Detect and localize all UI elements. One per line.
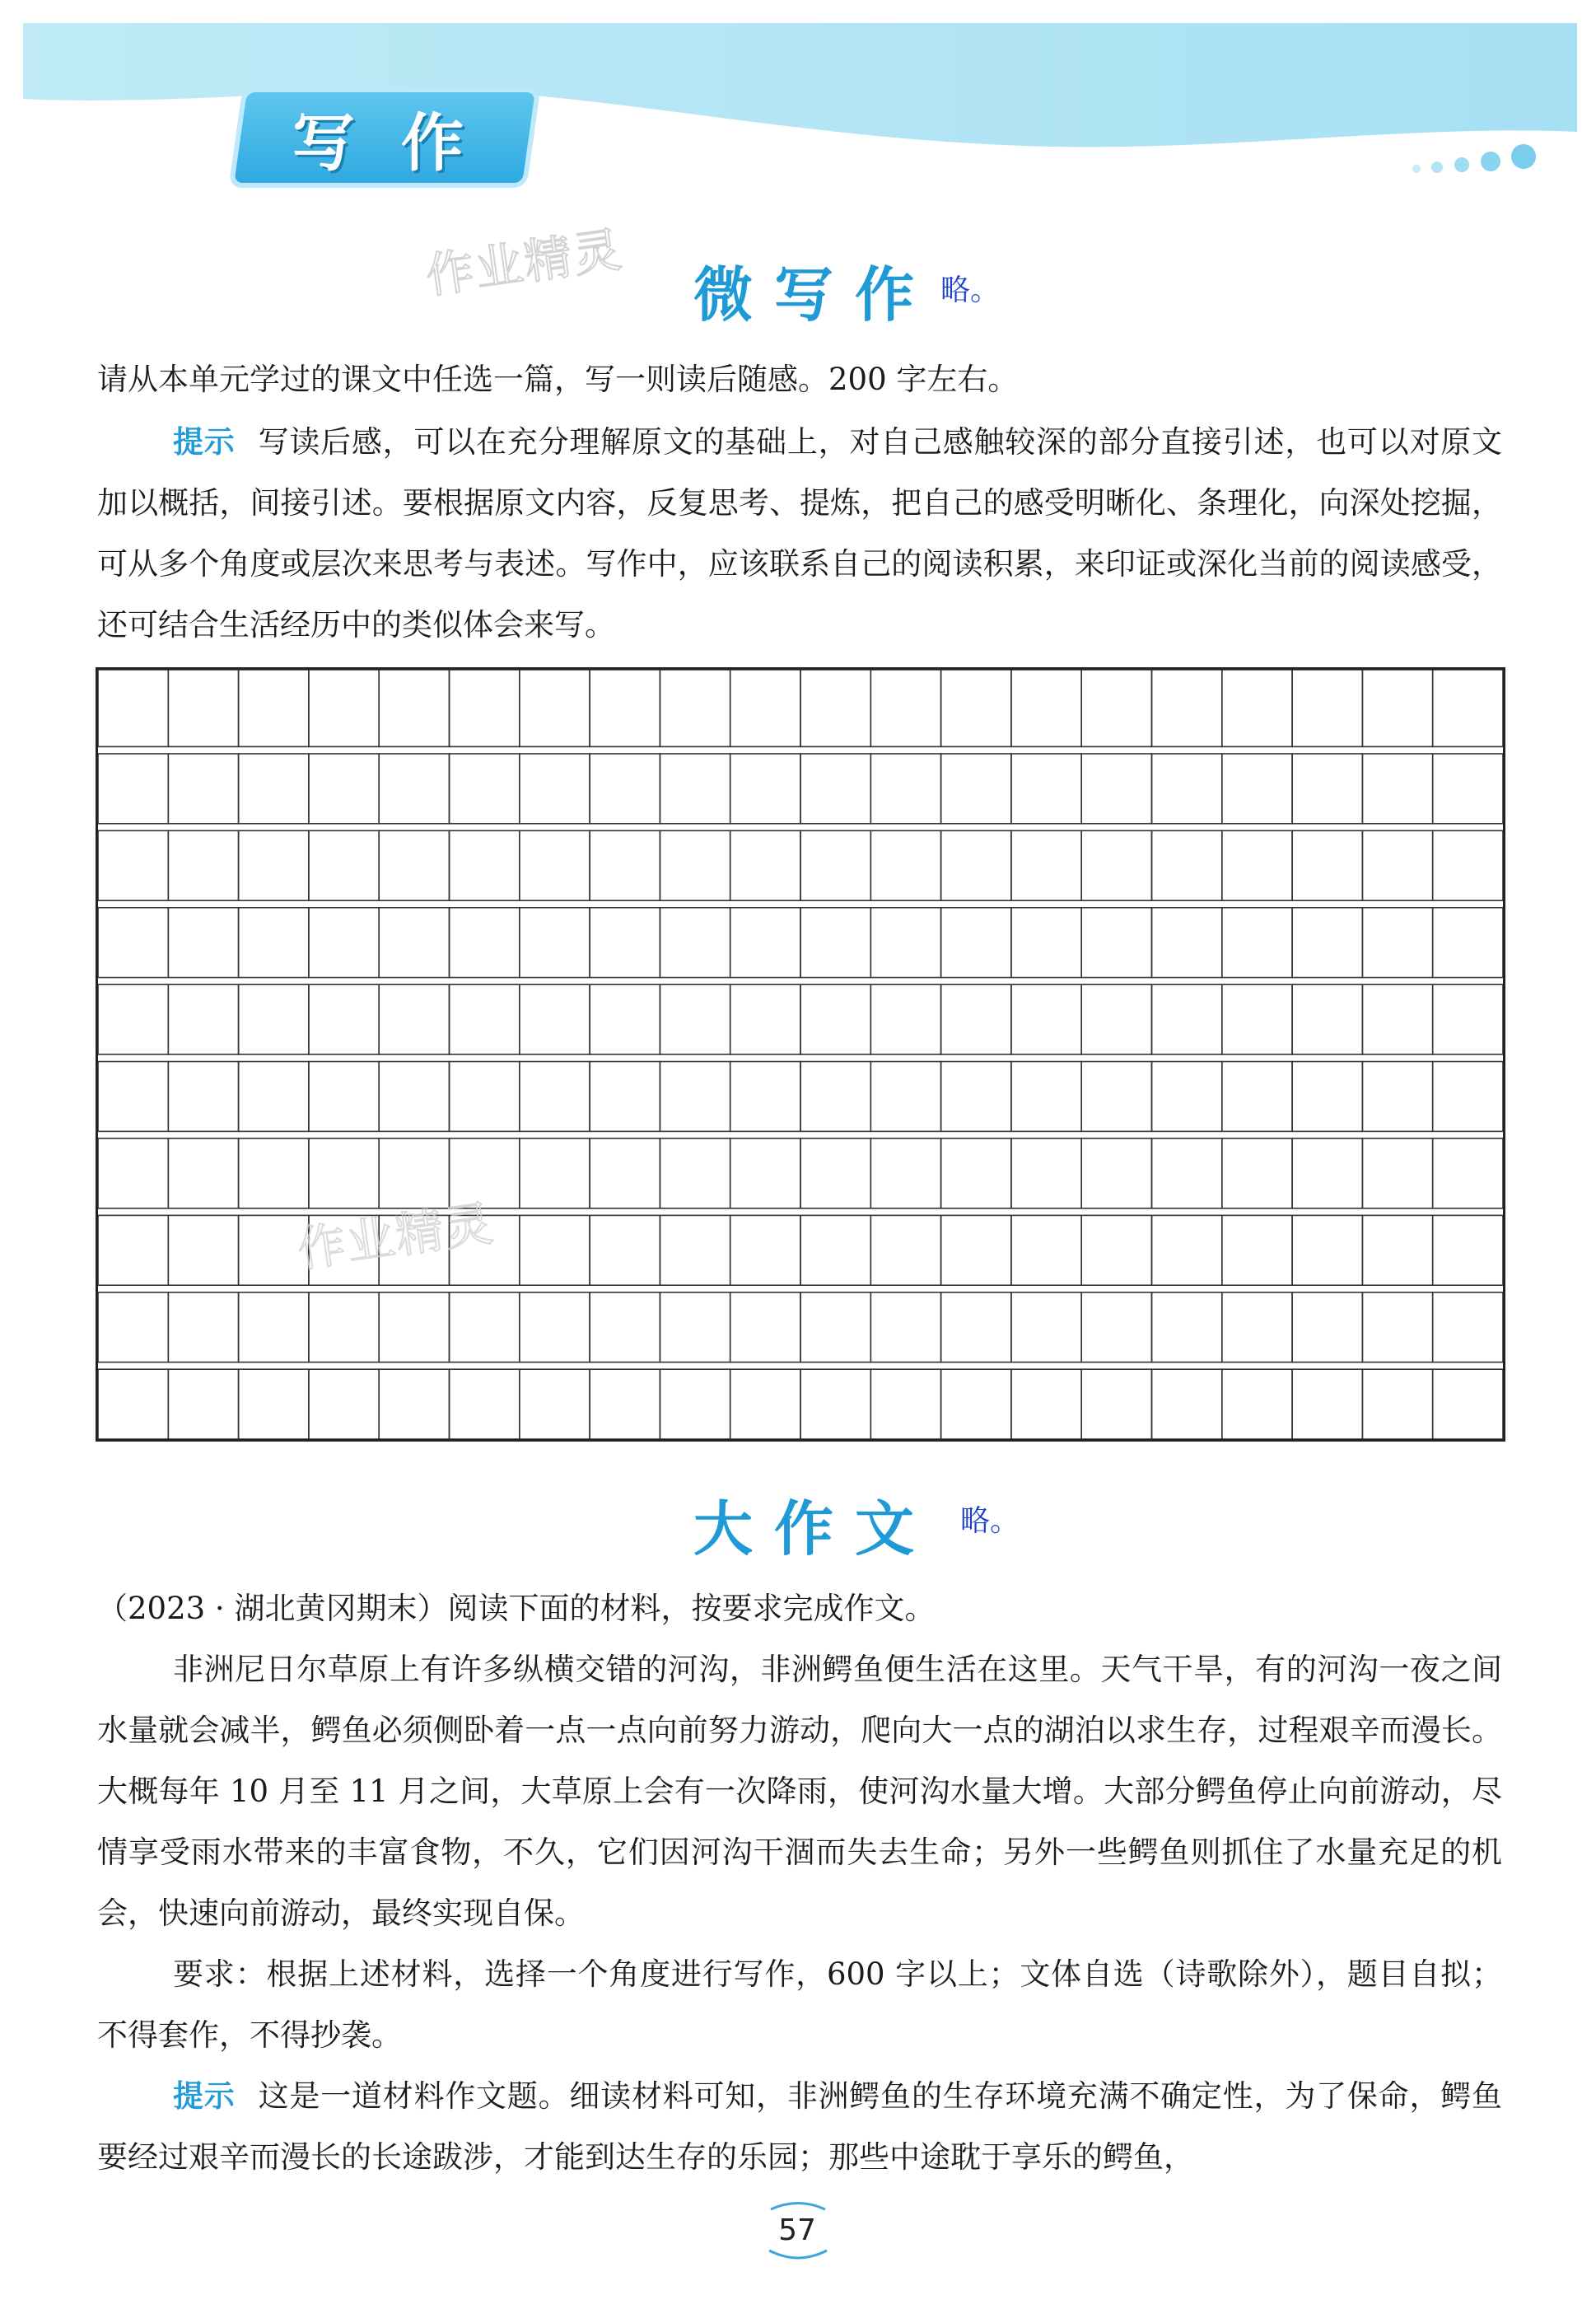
grid-cell[interactable] [1222,830,1292,900]
grid-cell[interactable] [309,830,379,900]
grid-cell[interactable] [800,1138,870,1208]
grid-cell[interactable] [168,908,238,978]
grid-cell[interactable] [168,1062,238,1132]
grid-cell[interactable] [870,754,940,824]
grid-cell[interactable] [941,1062,1011,1132]
grid-cell[interactable] [660,1369,730,1439]
grid-row[interactable] [98,984,1503,1054]
micro-tip-text: 写读后感，可以在充分理解原文的基础上，对自己感触较深的部分直接引述，也可以对原文加以概括，间接引述。要根据原文内容，反复思考、提炼，把自己的感受明晰化、条理化，向深处挖掘，可从多个角度或层次来思考与表述。写作中，应该联系自己的阅读积累，来印证或深化当前的阅读感受，还可结合生活经历中的类似体会来写。 [97,424,1502,643]
grid-cell[interactable] [168,670,238,746]
micro-writing-heading: 微写作 [693,260,936,330]
grid-cell[interactable] [239,1062,309,1132]
grid-cell[interactable] [800,1215,870,1285]
grid-cell[interactable] [520,1292,590,1362]
grid-cell[interactable] [1152,754,1222,824]
grid-row[interactable] [98,1138,1503,1208]
grid-cell[interactable] [309,1292,379,1362]
page-number: 57 [778,2213,816,2247]
grid-cell[interactable] [800,1292,870,1362]
grid-row[interactable] [98,908,1503,978]
grid-cell[interactable] [98,1292,168,1362]
grid-cell[interactable] [590,1292,660,1362]
grid-cell[interactable] [309,1369,379,1439]
grid-cell[interactable] [660,1292,730,1362]
grid-cell[interactable] [168,830,238,900]
grid-cell[interactable] [98,908,168,978]
grid-cell[interactable] [870,1292,940,1362]
grid-cell[interactable] [1152,1062,1222,1132]
watermark-text: 作业精灵 [422,221,627,305]
grid-cell[interactable] [1152,1292,1222,1362]
grid-cell[interactable] [730,1215,800,1285]
grid-cell[interactable] [1362,1062,1432,1132]
grid-cell[interactable] [1081,830,1151,900]
grid-cell[interactable] [1292,984,1362,1054]
grid-cell[interactable] [870,984,940,1054]
section-title: 写作 [292,105,510,180]
grid-cell[interactable] [1362,1138,1432,1208]
grid-cell[interactable] [1222,908,1292,978]
grid-cell[interactable] [730,1292,800,1362]
grid-cell[interactable] [941,670,1011,746]
grid-cell[interactable] [168,1292,238,1362]
grid-cell[interactable] [941,1215,1011,1285]
grid-cell[interactable] [941,1369,1011,1439]
grid-cell[interactable] [450,670,520,746]
grid-cell[interactable] [309,754,379,824]
grid-cell[interactable] [1222,670,1292,746]
grid-row[interactable] [98,1369,1503,1439]
grid-cell[interactable] [309,1138,379,1208]
grid-cell[interactable] [1152,670,1222,746]
grid-cell[interactable] [1152,1215,1222,1285]
grid-cell[interactable] [1152,984,1222,1054]
grid-cell[interactable] [730,984,800,1054]
grid-cell[interactable] [1081,1292,1151,1362]
grid-cell[interactable] [168,1369,238,1439]
grid-cell[interactable] [590,1062,660,1132]
grid-cell[interactable] [730,1138,800,1208]
grid-cell[interactable] [450,908,520,978]
grid-cell[interactable] [1222,1292,1292,1362]
grid-cell[interactable] [1433,830,1503,900]
grid-cell[interactable] [590,1215,660,1285]
grid-cell[interactable] [660,754,730,824]
grid-cell[interactable] [1362,1292,1432,1362]
grid-cell[interactable] [520,754,590,824]
grid-cell[interactable] [1152,830,1222,900]
grid-cell[interactable] [1362,830,1432,900]
grid-cell[interactable] [941,1138,1011,1208]
writing-grid[interactable] [96,667,1505,1442]
grid-cell[interactable] [520,1215,590,1285]
grid-cell[interactable] [1011,830,1081,900]
grid-cell[interactable] [800,984,870,1054]
grid-cell[interactable] [1081,1062,1151,1132]
grid-cell[interactable] [1433,1292,1503,1362]
grid-cell[interactable] [379,754,449,824]
grid-row[interactable] [98,1292,1503,1362]
grid-cell[interactable] [520,1369,590,1439]
grid-cell[interactable] [800,670,870,746]
grid-cell[interactable] [660,1215,730,1285]
grid-cell[interactable] [239,830,309,900]
grid-cell[interactable] [239,1369,309,1439]
micro-tip-label: 提示 [173,424,236,460]
grid-cell[interactable] [1292,1062,1362,1132]
grid-cell[interactable] [1152,908,1222,978]
grid-cell[interactable] [1081,1369,1151,1439]
grid-cell[interactable] [239,1292,309,1362]
grid-cell[interactable] [1011,908,1081,978]
grid-cell[interactable] [379,908,449,978]
grid-cell[interactable] [520,908,590,978]
major-material: 非洲尼日尔草原上有许多纵横交错的河沟，非洲鳄鱼便生活在这里。天气干旱，有的河沟一夜之间水量就会减半，鳄鱼必须侧卧着一点一点向前努力游动，爬向大一点的湖泊以求生存，过程艰辛而漫长。大概每年 10 月至 11 月之间，大草原上会有一次降雨，使河沟水量大增。大部分鳄鱼停止向前游动，尽情享受雨水带来的丰富食物，不久，它们因河沟干涸而失去生命；另外一些鳄鱼则抓住了水量充足的机会，快速向前游动，最终实现自保。 [97,1652,1502,1931]
major-tip-label: 提示 [173,2078,236,2114]
grid-cell[interactable] [309,1062,379,1132]
grid-cell[interactable] [1081,754,1151,824]
grid-cell[interactable] [1011,1292,1081,1362]
grid-cell[interactable] [1362,1215,1432,1285]
grid-cell[interactable] [590,908,660,978]
grid-cell[interactable] [1222,754,1292,824]
grid-cell[interactable] [660,1062,730,1132]
major-tip-text: 这是一道材料作文题。细读材料可知，非洲鳄鱼的生存环境充满不确定性，为了保命，鳄鱼要经过艰辛而漫长的长途跋涉，才能到达生存的乐园；那些中途耽于享乐的鳄鱼， [97,2078,1502,2175]
grid-cell[interactable] [1222,1215,1292,1285]
grid-cell[interactable] [1081,1215,1151,1285]
grid-cell[interactable] [870,908,940,978]
grid-cell[interactable] [520,984,590,1054]
grid-cell[interactable] [309,670,379,746]
grid-cell[interactable] [1292,1138,1362,1208]
grid-cell[interactable] [1433,908,1503,978]
grid-cell[interactable] [379,1062,449,1132]
grid-cell[interactable] [309,908,379,978]
grid-cell[interactable] [941,908,1011,978]
grid-cell[interactable] [98,1062,168,1132]
grid-cell[interactable] [239,1138,309,1208]
grid-cell[interactable] [1292,1292,1362,1362]
grid-cell[interactable] [450,1292,520,1362]
grid-cell[interactable] [98,984,168,1054]
grid-cell[interactable] [1081,1138,1151,1208]
grid-cell[interactable] [379,984,449,1054]
grid-cell[interactable] [168,754,238,824]
grid-cell[interactable] [870,1138,940,1208]
major-requirement: 要求：根据上述材料，选择一个角度进行写作，600 字以上；文体自选（诗歌除外），题目自拟；不得套作，不得抄袭。 [97,1956,1502,2053]
grid-cell[interactable] [1362,908,1432,978]
grid-cell[interactable] [1292,754,1362,824]
grid-cell[interactable] [1011,1215,1081,1285]
grid-cell[interactable] [520,830,590,900]
grid-cell[interactable] [941,984,1011,1054]
grid-cell[interactable] [1292,830,1362,900]
major-answer: 略。 [960,1504,1020,1538]
grid-cell[interactable] [660,670,730,746]
grid-cell[interactable] [168,1215,238,1285]
grid-cell[interactable] [870,1369,940,1439]
grid-cell[interactable] [870,670,940,746]
grid-cell[interactable] [98,830,168,900]
grid-cell[interactable] [520,1138,590,1208]
grid-cell[interactable] [1292,908,1362,978]
grid-cell[interactable] [660,908,730,978]
grid-cell[interactable] [98,670,168,746]
micro-answer: 略。 [940,273,1001,307]
writing-grid-lines [98,670,1503,1439]
micro-prompt: 请从本单元学过的课文中任选一篇，写一则读后随感。200 字左右。 [97,362,1019,397]
grid-cell[interactable] [1011,984,1081,1054]
grid-cell[interactable] [730,1062,800,1132]
grid-cell[interactable] [1222,1062,1292,1132]
grid-cell[interactable] [730,670,800,746]
grid-cell[interactable] [1433,1369,1503,1439]
grid-cell[interactable] [98,1369,168,1439]
grid-cell[interactable] [1292,1215,1362,1285]
grid-cell[interactable] [1362,1369,1432,1439]
grid-cell[interactable] [1362,754,1432,824]
grid-cell[interactable] [941,830,1011,900]
grid-row[interactable] [98,830,1503,900]
major-source: （2023 · 湖北黄冈期末）阅读下面的材料，按要求完成作文。 [97,1591,936,1626]
grid-cell[interactable] [941,1292,1011,1362]
grid-cell[interactable] [309,984,379,1054]
grid-cell[interactable] [1433,1062,1503,1132]
grid-cell[interactable] [1152,1138,1222,1208]
grid-cell[interactable] [1433,670,1503,746]
grid-cell[interactable] [1081,984,1151,1054]
grid-cell[interactable] [1433,984,1503,1054]
grid-cell[interactable] [590,984,660,1054]
grid-cell[interactable] [1222,984,1292,1054]
grid-cell[interactable] [870,1215,940,1285]
grid-cell[interactable] [800,1062,870,1132]
grid-cell[interactable] [1011,1369,1081,1439]
grid-cell[interactable] [1011,754,1081,824]
grid-cell[interactable] [239,908,309,978]
grid-cell[interactable] [870,1062,940,1132]
grid-cell[interactable] [660,984,730,1054]
grid-cell[interactable] [1152,1369,1222,1439]
grid-cell[interactable] [379,1369,449,1439]
grid-cell[interactable] [168,984,238,1054]
grid-cell[interactable] [1292,670,1362,746]
grid-cell[interactable] [730,830,800,900]
grid-cell[interactable] [520,1062,590,1132]
grid-cell[interactable] [660,1138,730,1208]
grid-cell[interactable] [1433,754,1503,824]
grid-cell[interactable] [379,670,449,746]
grid-cell[interactable] [1433,1215,1503,1285]
grid-cell[interactable] [1362,670,1432,746]
grid-cell[interactable] [730,754,800,824]
grid-cell[interactable] [1292,1369,1362,1439]
grid-cell[interactable] [98,754,168,824]
grid-cell[interactable] [1433,1138,1503,1208]
grid-cell[interactable] [1081,908,1151,978]
grid-cell[interactable] [730,1369,800,1439]
grid-cell[interactable] [239,754,309,824]
grid-cell[interactable] [590,1369,660,1439]
grid-cell[interactable] [590,830,660,900]
grid-cell[interactable] [730,908,800,978]
grid-cell[interactable] [450,1062,520,1132]
major-essay-heading: 大作文 [693,1494,936,1563]
grid-cell[interactable] [800,1369,870,1439]
grid-cell[interactable] [800,754,870,824]
grid-row[interactable] [98,670,1503,746]
grid-cell[interactable] [450,984,520,1054]
grid-cell[interactable] [800,830,870,900]
grid-cell[interactable] [168,1138,238,1208]
watermark-text-grid: 作业精灵 [294,1194,498,1278]
grid-cell[interactable] [1011,1138,1081,1208]
grid-cell[interactable] [1081,670,1151,746]
grid-cell[interactable] [590,670,660,746]
grid-cell[interactable] [239,984,309,1054]
grid-cell[interactable] [660,830,730,900]
grid-row[interactable] [98,754,1503,824]
grid-cell[interactable] [379,830,449,900]
grid-cell[interactable] [870,830,940,900]
grid-cell[interactable] [941,754,1011,824]
grid-cell[interactable] [1011,670,1081,746]
grid-cell[interactable] [800,908,870,978]
grid-cell[interactable] [1011,1062,1081,1132]
grid-cell[interactable] [450,754,520,824]
grid-cell[interactable] [450,830,520,900]
major-tip [97,2066,1502,2188]
grid-cell[interactable] [520,670,590,746]
grid-cell[interactable] [98,1215,168,1285]
grid-cell[interactable] [590,1138,660,1208]
page-number-badge [756,2198,838,2264]
grid-cell[interactable] [1362,984,1432,1054]
grid-cell[interactable] [98,1138,168,1208]
grid-cell[interactable] [1222,1138,1292,1208]
grid-cell[interactable] [379,1292,449,1362]
micro-tip [97,412,1502,656]
grid-cell[interactable] [590,754,660,824]
grid-cell[interactable] [1222,1369,1292,1439]
grid-row[interactable] [98,1062,1503,1132]
grid-cell[interactable] [239,670,309,746]
grid-cell[interactable] [450,1369,520,1439]
